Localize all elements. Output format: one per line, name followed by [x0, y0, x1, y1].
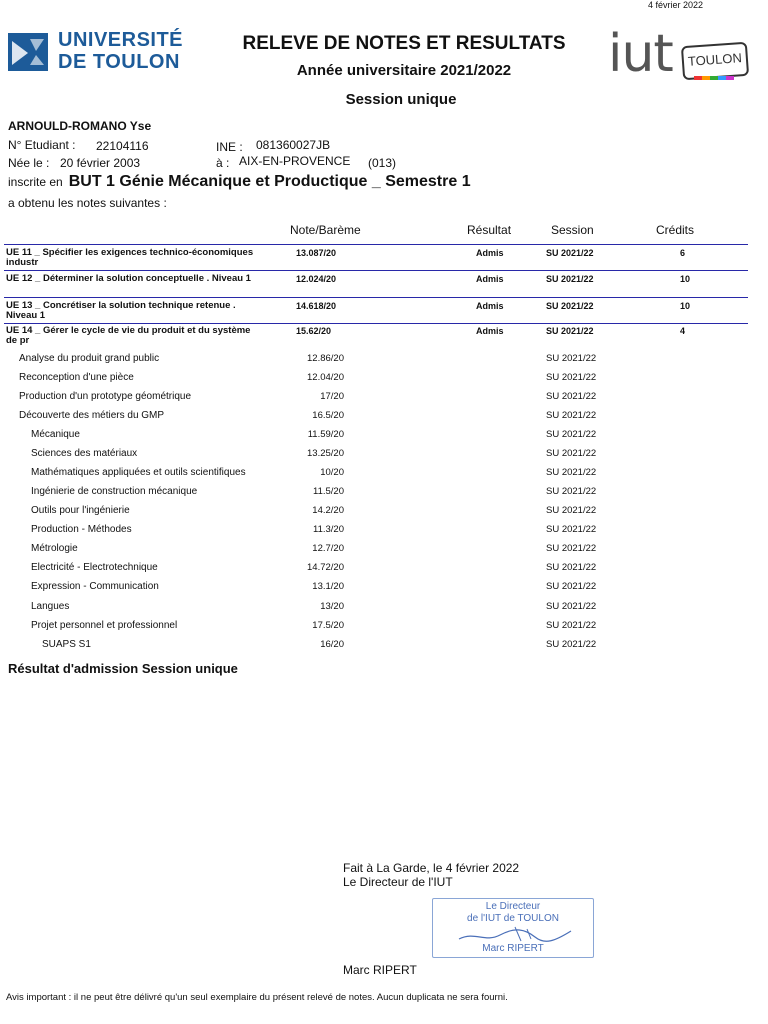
universite-logo-line2: DE TOULON [58, 51, 180, 73]
important-notice: Avis important : il ne peut être délivré qu'un seul exemplaire du présent relevé de notes. Aucun duplicata ne sera fourni. [6, 992, 508, 1003]
subject-label: Mathématiques appliquées et outils scientifiques [31, 467, 246, 478]
program-prefix: inscrite en [8, 175, 63, 189]
subject-label: Mécanique [31, 429, 80, 440]
program-line [8, 173, 471, 191]
subject-note: 12.04/20 [307, 372, 344, 383]
ue-label: UE 13 _ Concrétiser la solution technique retenue . Niveau 1 [6, 300, 236, 321]
ue-result: Admis [476, 274, 504, 284]
subject-label: Projet personnel et professionnel [31, 620, 178, 631]
subject-session: SU 2021/22 [546, 639, 597, 650]
signature-role: Le Directeur de l'IUT [343, 875, 453, 889]
subject-note: 17.5/20 [312, 620, 344, 631]
subject-note: 11.3/20 [313, 524, 344, 535]
subject-label: Langues [31, 601, 70, 612]
subject-note: 10/20 [320, 467, 344, 478]
ue-note: 13.087/20 [296, 248, 337, 258]
subject-session: SU 2021/22 [546, 372, 597, 383]
student-name: ARNOULD-ROMANO Yse [8, 119, 152, 133]
document-title: RELEVE DE NOTES ET RESULTATS [242, 33, 566, 54]
table-rule [4, 297, 748, 298]
table-rule [4, 323, 748, 324]
table-rule [4, 244, 748, 245]
ue-note: 12.024/20 [296, 274, 337, 284]
ue-label: UE 14 _ Gérer le cycle de vie du produit et du système de pr [6, 325, 251, 346]
subject-note: 17/20 [320, 391, 344, 402]
admission-result-heading: Résultat d'admission Session unique [8, 661, 238, 676]
ue-result: Admis [476, 301, 504, 311]
stamp-line1: Le Directeur [485, 901, 541, 912]
subject-label: Analyse du produit grand public [19, 353, 160, 364]
obtained-notes-text: a obtenu les notes suivantes : [8, 196, 167, 210]
subject-note: 13.1/20 [312, 581, 344, 592]
ue-session: SU 2021/22 [546, 274, 594, 284]
subject-session: SU 2021/22 [546, 601, 597, 612]
ue-session: SU 2021/22 [546, 326, 594, 336]
table-rule [4, 270, 748, 271]
ue-result: Admis [476, 248, 504, 258]
subject-label: Electricité - Electrotechnique [31, 562, 158, 573]
subject-session: SU 2021/22 [546, 505, 597, 516]
ine-value: 081360027JB [256, 138, 331, 152]
subject-note: 14.72/20 [307, 562, 344, 573]
print-date: 4 février 2022 [648, 0, 704, 10]
signature-place-date: Fait à La Garde, le 4 février 2022 [343, 861, 520, 875]
subject-label: Production d'un prototype géométrique [19, 391, 192, 402]
col-header-result: Résultat [467, 223, 512, 237]
subject-note: 13/20 [320, 601, 344, 612]
academic-year: Année universitaire 2021/2022 [296, 62, 512, 79]
subject-session: SU 2021/22 [546, 467, 597, 478]
subject-session: SU 2021/22 [546, 448, 597, 459]
subject-note: 14.2/20 [312, 505, 344, 516]
subject-label: Métrologie [31, 543, 78, 554]
col-header-note: Note/Barème [290, 223, 361, 237]
ue-credits: 4 [680, 326, 686, 336]
subject-session: SU 2021/22 [546, 410, 597, 421]
subject-session: SU 2021/22 [546, 620, 597, 631]
iut-logo-text: iut [608, 24, 673, 84]
subject-note: 11.59/20 [307, 429, 344, 440]
subject-note: 16/20 [320, 639, 344, 650]
subject-session: SU 2021/22 [546, 543, 597, 554]
stamp-line3: Marc RIPERT [482, 943, 544, 954]
subject-note: 11.5/20 [313, 486, 344, 497]
ue-result: Admis [476, 326, 504, 336]
subject-note: 12.86/20 [307, 353, 344, 364]
subject-note: 13.25/20 [307, 448, 344, 459]
subject-session: SU 2021/22 [546, 391, 597, 402]
subject-label: Outils pour l'ingénierie [31, 505, 130, 516]
subject-session: SU 2021/22 [546, 429, 597, 440]
ue-credits: 10 [680, 274, 691, 284]
subject-session: SU 2021/22 [546, 486, 597, 497]
ue-session: SU 2021/22 [546, 248, 594, 258]
subject-label: SUAPS S1 [42, 639, 91, 650]
ue-label: UE 11 _ Spécifier les exigences technico-économiques industr [6, 247, 254, 268]
universite-logo-line1: UNIVERSITÉ [58, 29, 184, 51]
student-number-label: N° Etudiant : [8, 138, 76, 152]
col-header-session: Session [551, 223, 594, 237]
subject-session: SU 2021/22 [546, 353, 597, 364]
birth-date-label: Née le : [8, 156, 50, 170]
subject-label: Sciences des matériaux [31, 448, 138, 459]
subject-label: Expression - Communication [31, 581, 159, 592]
subject-label: Reconception d'une pièce [19, 372, 134, 383]
subject-note: 12.7/20 [312, 543, 344, 554]
subject-label: Ingénierie de construction mécanique [31, 486, 198, 497]
handwritten-signature-icon [455, 923, 575, 945]
birth-place-label: à : [216, 156, 230, 170]
ue-credits: 10 [680, 301, 691, 311]
subject-session: SU 2021/22 [546, 524, 597, 535]
ue-credits: 6 [680, 248, 686, 258]
ue-note: 15.62/20 [296, 326, 332, 336]
col-header-credits: Crédits [656, 223, 695, 237]
iut-logo-badge-text: TOULON [687, 50, 743, 69]
director-stamp [432, 898, 594, 958]
ue-label: UE 12 _ Déterminer la solution conceptuelle . Niveau 1 [6, 273, 251, 284]
ue-session: SU 2021/22 [546, 301, 594, 311]
session-title: Session unique [345, 91, 457, 108]
subject-label: Découverte des métiers du GMP [19, 410, 165, 421]
program-name: BUT 1 Génie Mécanique et Productique _ Semestre 1 [68, 173, 471, 190]
subject-session: SU 2021/22 [546, 562, 597, 573]
student-number: 22104116 [96, 139, 149, 153]
subject-session: SU 2021/22 [546, 581, 597, 592]
birth-date: 20 février 2003 [60, 156, 141, 170]
ine-label: INE : [216, 140, 243, 154]
ue-note: 14.618/20 [296, 301, 337, 311]
birth-department: (013) [368, 156, 397, 170]
subject-label: Production - Méthodes [31, 524, 132, 535]
director-name: Marc RIPERT [343, 963, 417, 977]
subject-note: 16.5/20 [312, 410, 344, 421]
birth-city: AIX-EN-PROVENCE [239, 154, 351, 168]
stamp-line2: de l'IUT de TOULON [467, 913, 559, 924]
